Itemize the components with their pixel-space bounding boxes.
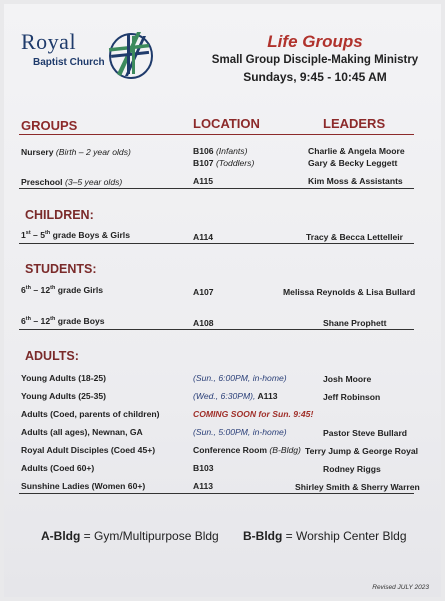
adults-row-group: Young Adults (18-25) <box>21 373 106 383</box>
preschool-ages: (3–5 year olds) <box>64 177 123 187</box>
section-students: STUDENTS: <box>25 262 97 276</box>
adults-row-leaders: Shirley Smith & Sherry Warren <box>295 482 420 492</box>
preschool-leaders: Kim Moss & Assistants <box>308 176 403 186</box>
nursery-location-1 <box>193 146 247 156</box>
grade-end-suffix: th <box>50 316 56 323</box>
grade-end: 5 <box>40 230 46 240</box>
row-divider <box>19 329 414 330</box>
legend-b-value: = Worship Center Bldg <box>282 529 407 543</box>
adults-row-location: (Sun., 6:00PM, in-home) <box>193 373 287 383</box>
row-divider <box>19 493 414 494</box>
children-location: A114 <box>193 232 214 242</box>
students-boys-group <box>21 316 105 326</box>
section-adults: ADULTS: <box>25 349 79 363</box>
grade-start: 6 <box>21 285 26 295</box>
grade-dash: – <box>30 285 41 295</box>
adults-row-leaders: Jeff Robinson <box>323 392 381 402</box>
adults-row-location <box>193 391 278 401</box>
legend-a-value: = Gym/Multipurpose Bldg <box>80 529 219 543</box>
adults-row-leaders: Pastor Steve Bullard <box>323 428 408 438</box>
grade-dash: – <box>30 230 41 240</box>
students-girls-group <box>21 285 103 295</box>
row-divider <box>19 188 414 189</box>
meeting-room: Conference Room <box>193 445 268 455</box>
row-divider <box>19 243 414 244</box>
grade-start: 6 <box>21 316 26 326</box>
adults-row-group: Royal Adult Disciples (Coed 45+) <box>21 445 156 455</box>
nursery-room-1-note: (Infants) <box>215 146 248 156</box>
nursery-ages: (Birth – 2 year olds) <box>55 147 131 157</box>
grade-rest: grade Boys & Girls <box>50 230 130 240</box>
preschool-location: A115 <box>193 176 214 186</box>
nursery-leader-2: Gary & Becky Leggett <box>308 158 398 168</box>
church-logo <box>19 26 144 86</box>
grade-end: 12 <box>40 316 51 326</box>
students-boys-location: A108 <box>193 318 214 328</box>
cross-emblem-icon <box>101 26 153 82</box>
nursery-room-2: B107 <box>193 158 214 168</box>
section-children: CHILDREN: <box>25 208 94 222</box>
document-page <box>4 4 441 597</box>
adults-row-leaders: Rodney Riggs <box>323 464 381 474</box>
adults-row-location: A113 <box>193 481 214 491</box>
children-group <box>21 230 130 240</box>
nursery-room-1: B106 <box>193 146 214 156</box>
nursery-group <box>21 147 131 157</box>
logo-name: Royal <box>21 29 77 54</box>
students-boys-leaders: Shane Prophett <box>323 318 387 328</box>
grade-dash: – <box>30 316 41 326</box>
meeting-times: Sundays, 9:45 - 10:45 AM <box>243 70 387 84</box>
grade-start-suffix: th <box>25 285 31 292</box>
building-note: (B-Bldg) <box>267 445 301 455</box>
page-title: Life Groups <box>267 32 363 51</box>
grade-end-suffix: th <box>45 230 51 237</box>
adults-row-group: Adults (Coed 60+) <box>21 463 95 473</box>
revised-date: Revised JULY 2023 <box>372 584 429 591</box>
meeting-room: A113 <box>255 391 278 401</box>
grade-start-suffix: st <box>25 230 31 237</box>
adults-row-leaders: Josh Moore <box>323 374 372 384</box>
meeting-time: (Wed., 6:30PM), <box>193 391 256 401</box>
preschool-group <box>21 177 122 187</box>
grade-start: 1 <box>21 230 26 240</box>
legend-a-key: A-Bldg <box>41 529 81 543</box>
header-divider <box>19 134 414 135</box>
page-subtitle: Small Group Disciple-Making Ministry <box>211 54 419 66</box>
adults-row-group: Sunshine Ladies (Women 60+) <box>21 481 146 491</box>
grade-start-suffix: th <box>25 316 31 323</box>
adults-row-coming-soon: COMING SOON for Sun. 9:45! <box>193 409 314 419</box>
grade-rest: grade Boys <box>55 316 105 326</box>
legend-b-key: B-Bldg <box>243 529 283 543</box>
column-header-location: LOCATION <box>193 116 260 131</box>
column-header-groups: GROUPS <box>21 118 78 133</box>
nursery-leader-1: Charlie & Angela Moore <box>308 146 405 156</box>
preschool-name: Preschool <box>21 177 63 187</box>
adults-row-group: Adults (all ages), Newnan, GA <box>21 427 143 437</box>
legend-b-bldg <box>243 529 407 543</box>
students-girls-leaders: Melissa Reynolds & Lisa Bullard <box>283 287 416 297</box>
grade-rest: grade Girls <box>55 285 104 295</box>
grade-end: 12 <box>40 285 51 295</box>
adults-row-location <box>193 445 301 455</box>
students-girls-location: A107 <box>193 287 214 297</box>
nursery-name: Nursery <box>21 147 54 157</box>
adults-row-group: Adults (Coed, parents of children) <box>21 409 160 419</box>
adults-row-leaders: Terry Jump & George Royal <box>305 446 419 456</box>
logo-subname: Baptist Church <box>33 57 105 68</box>
adults-row-location: B103 <box>193 463 214 473</box>
children-leaders: Tracy & Becca Lettelleir <box>306 232 403 242</box>
nursery-room-2-note: (Toddlers) <box>215 158 255 168</box>
nursery-location-2 <box>193 158 254 168</box>
column-header-leaders: LEADERS <box>323 116 386 131</box>
grade-end-suffix: th <box>50 285 56 292</box>
adults-row-group: Young Adults (25-35) <box>21 391 106 401</box>
legend-a-bldg <box>41 529 219 543</box>
adults-row-location: (Sun., 5:00PM, in-home) <box>193 427 287 437</box>
